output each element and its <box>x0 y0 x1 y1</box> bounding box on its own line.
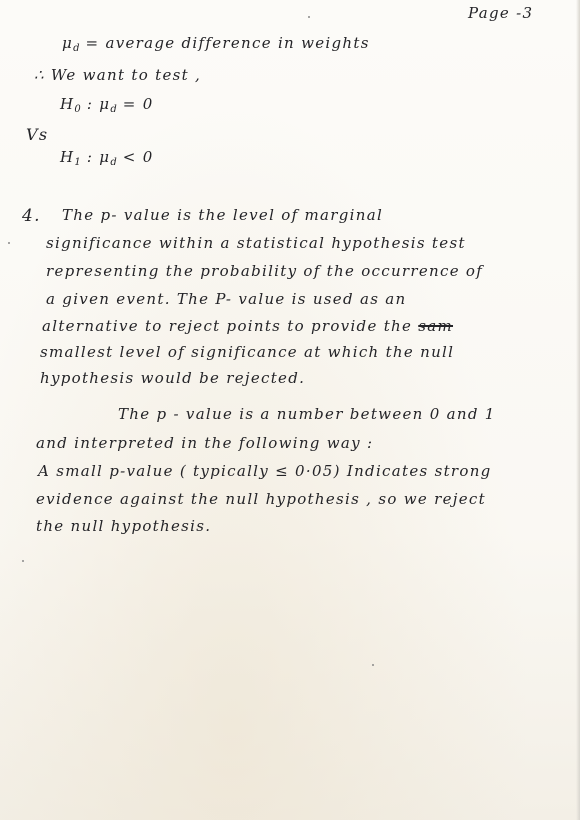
paragraph-line: evidence against the null hypothesis , so we reject <box>36 490 486 508</box>
answer-line: a given event. The P- value is used as an <box>46 290 407 308</box>
paper-speck <box>372 664 374 666</box>
answer-line-text: alternative to reject points to provide the <box>42 317 413 335</box>
answer-line: hypothesis would be rejected. <box>40 369 306 387</box>
h0-colon-mu: : μ <box>80 95 111 113</box>
h1-colon-mu: : μ <box>80 148 111 166</box>
answer-line: significance within a statistical hypothesis test <box>46 234 466 252</box>
h0-symbol: H <box>60 95 75 113</box>
alternative-hypothesis-line <box>60 148 154 172</box>
paper-speck <box>308 16 310 18</box>
h0-subscript: 0 <box>74 104 81 115</box>
h0-mu-subscript: d <box>110 104 117 115</box>
answer-line: The p- value is the level of marginal <box>62 206 384 224</box>
paragraph-line: A small p-value ( typically ≤ 0·05) Indicates strong <box>38 462 492 480</box>
paragraph-line: The p - value is a number between 0 and 1 <box>118 405 496 423</box>
mu-subscript: d <box>73 43 80 54</box>
h1-value: < 0 <box>116 148 154 166</box>
want-to-test-line: ∴ We want to test , <box>34 66 202 84</box>
mu-symbol: μ <box>62 34 74 52</box>
null-hypothesis-line <box>60 95 154 119</box>
h1-subscript: 1 <box>74 157 81 168</box>
paper-speck <box>22 560 24 562</box>
answer-line <box>42 317 453 335</box>
vs-label: Vs <box>26 125 49 144</box>
question-number: 4. <box>22 206 41 226</box>
paragraph-line: the null hypothesis. <box>36 517 212 535</box>
page-edge-shadow <box>576 0 580 820</box>
answer-line: smallest level of significance at which the null <box>40 343 455 361</box>
struck-out-word: sam <box>418 317 454 335</box>
page-number: Page -3 <box>468 4 534 22</box>
answer-line: representing the probability of the occurrence of <box>46 262 484 280</box>
mu-d-definition-text: = average difference in weights <box>79 34 370 52</box>
paragraph-line: and interpreted in the following way : <box>36 434 374 452</box>
h1-symbol: H <box>60 148 75 166</box>
h1-mu-subscript: d <box>110 157 117 168</box>
mu-d-definition <box>62 34 370 58</box>
h0-value: = 0 <box>116 95 154 113</box>
paper-speck <box>8 242 10 244</box>
